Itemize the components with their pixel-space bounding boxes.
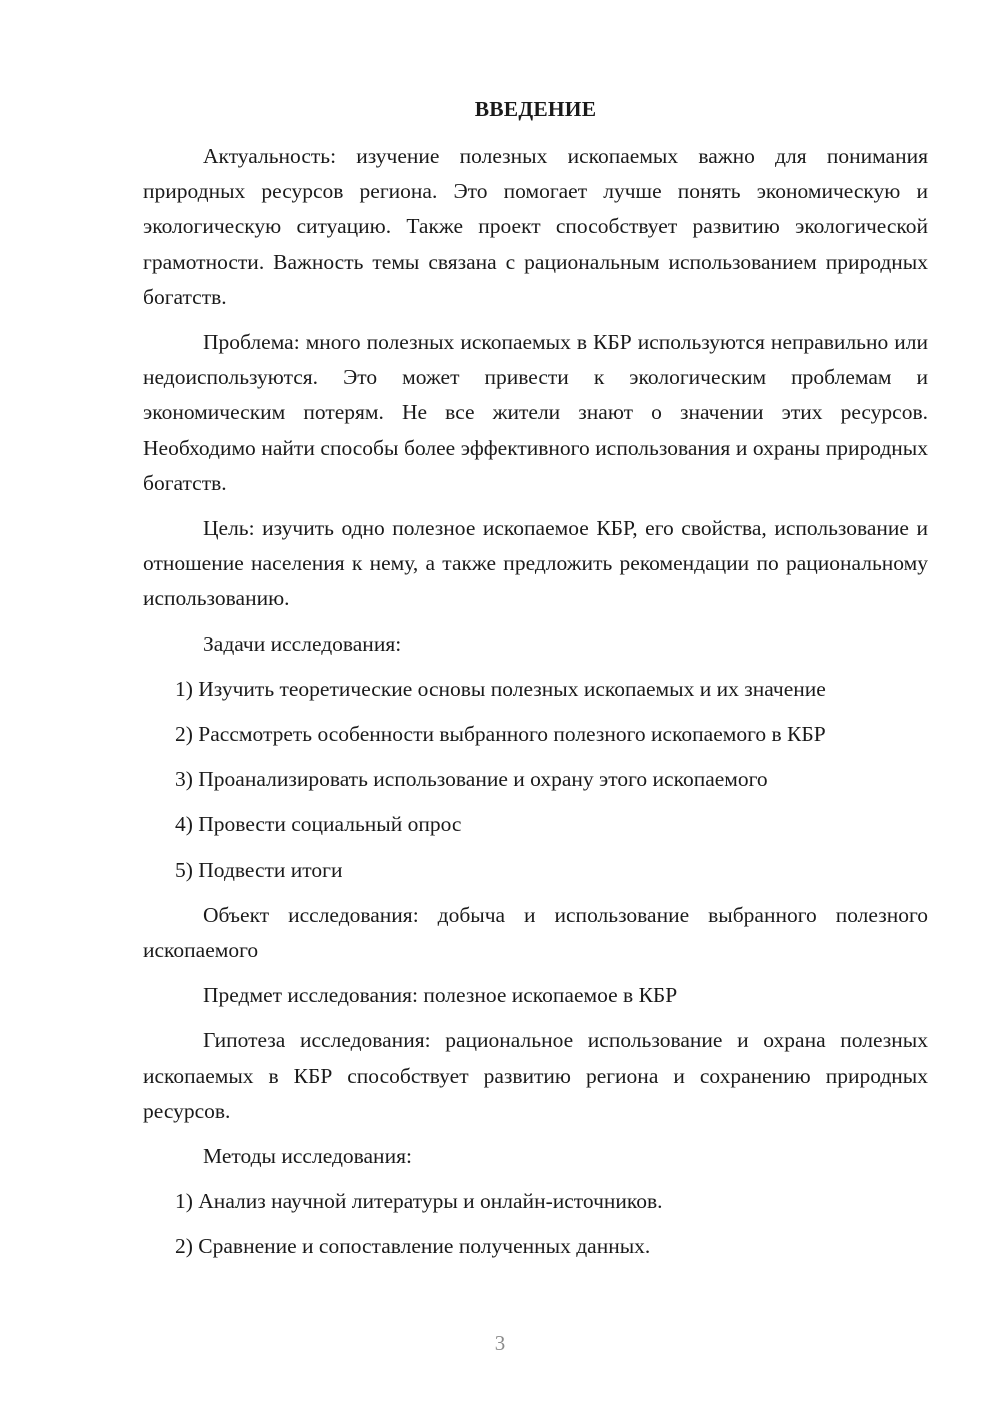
method-item: 1) Анализ научной литературы и онлайн-источников. <box>175 1189 663 1214</box>
subject-paragraph: Предмет исследования: полезное ископаемое в КБР <box>203 983 678 1008</box>
document-page <box>143 92 928 1275</box>
method-item: 2) Сравнение и сопоставление полученных данных. <box>175 1234 651 1259</box>
page-number: 3 <box>494 1331 506 1355</box>
task-item: 1) Изучить теоретические основы полезных ископаемых и их значение <box>175 676 826 701</box>
task-item: 4) Провести социальный опрос <box>175 812 462 837</box>
task-item: 2) Рассмотреть особенности выбранного полезного ископаемого в КБР <box>175 722 826 747</box>
goal-paragraph: Цель: изучить одно полезное ископаемое КБР, его свойства, использование и отношение населения к нему, а также предложить рекомендации по рациональному использованию. <box>143 516 928 611</box>
task-item: 3) Проанализировать использование и охрану этого ископаемого <box>175 767 768 792</box>
object-paragraph: Объект исследования: добыча и использование выбранного полезного ископаемого <box>143 902 928 963</box>
relevance-paragraph: Актуальность: изучение полезных ископаемых важно для понимания природных ресурсов региона. Это помогает лучше понять экономическую и экологическую ситуацию. Также проект способствует развитию экологической грамотности. Важность темы связана с рациональным использованием природных богатств. <box>143 144 928 309</box>
task-item: 5) Подвести итоги <box>175 857 343 882</box>
page-title: ВВЕДЕНИЕ <box>474 97 597 121</box>
methods-heading: Методы исследования: <box>203 1144 412 1169</box>
hypothesis-paragraph: Гипотеза исследования: рациональное использование и охрана полезных ископаемых в КБР способствует развитию региона и сохранению природных ресурсов. <box>143 1028 928 1123</box>
problem-paragraph: Проблема: много полезных ископаемых в КБР используются неправильно или недоиспользуются. Это может привести к экологическим проблемам и экономическим потерям. Не все жители знают о значении этих ресурсов. Необходимо найти способы более эффективного использования и охраны природных богатств. <box>143 330 928 495</box>
tasks-heading: Задачи исследования: <box>203 631 402 656</box>
